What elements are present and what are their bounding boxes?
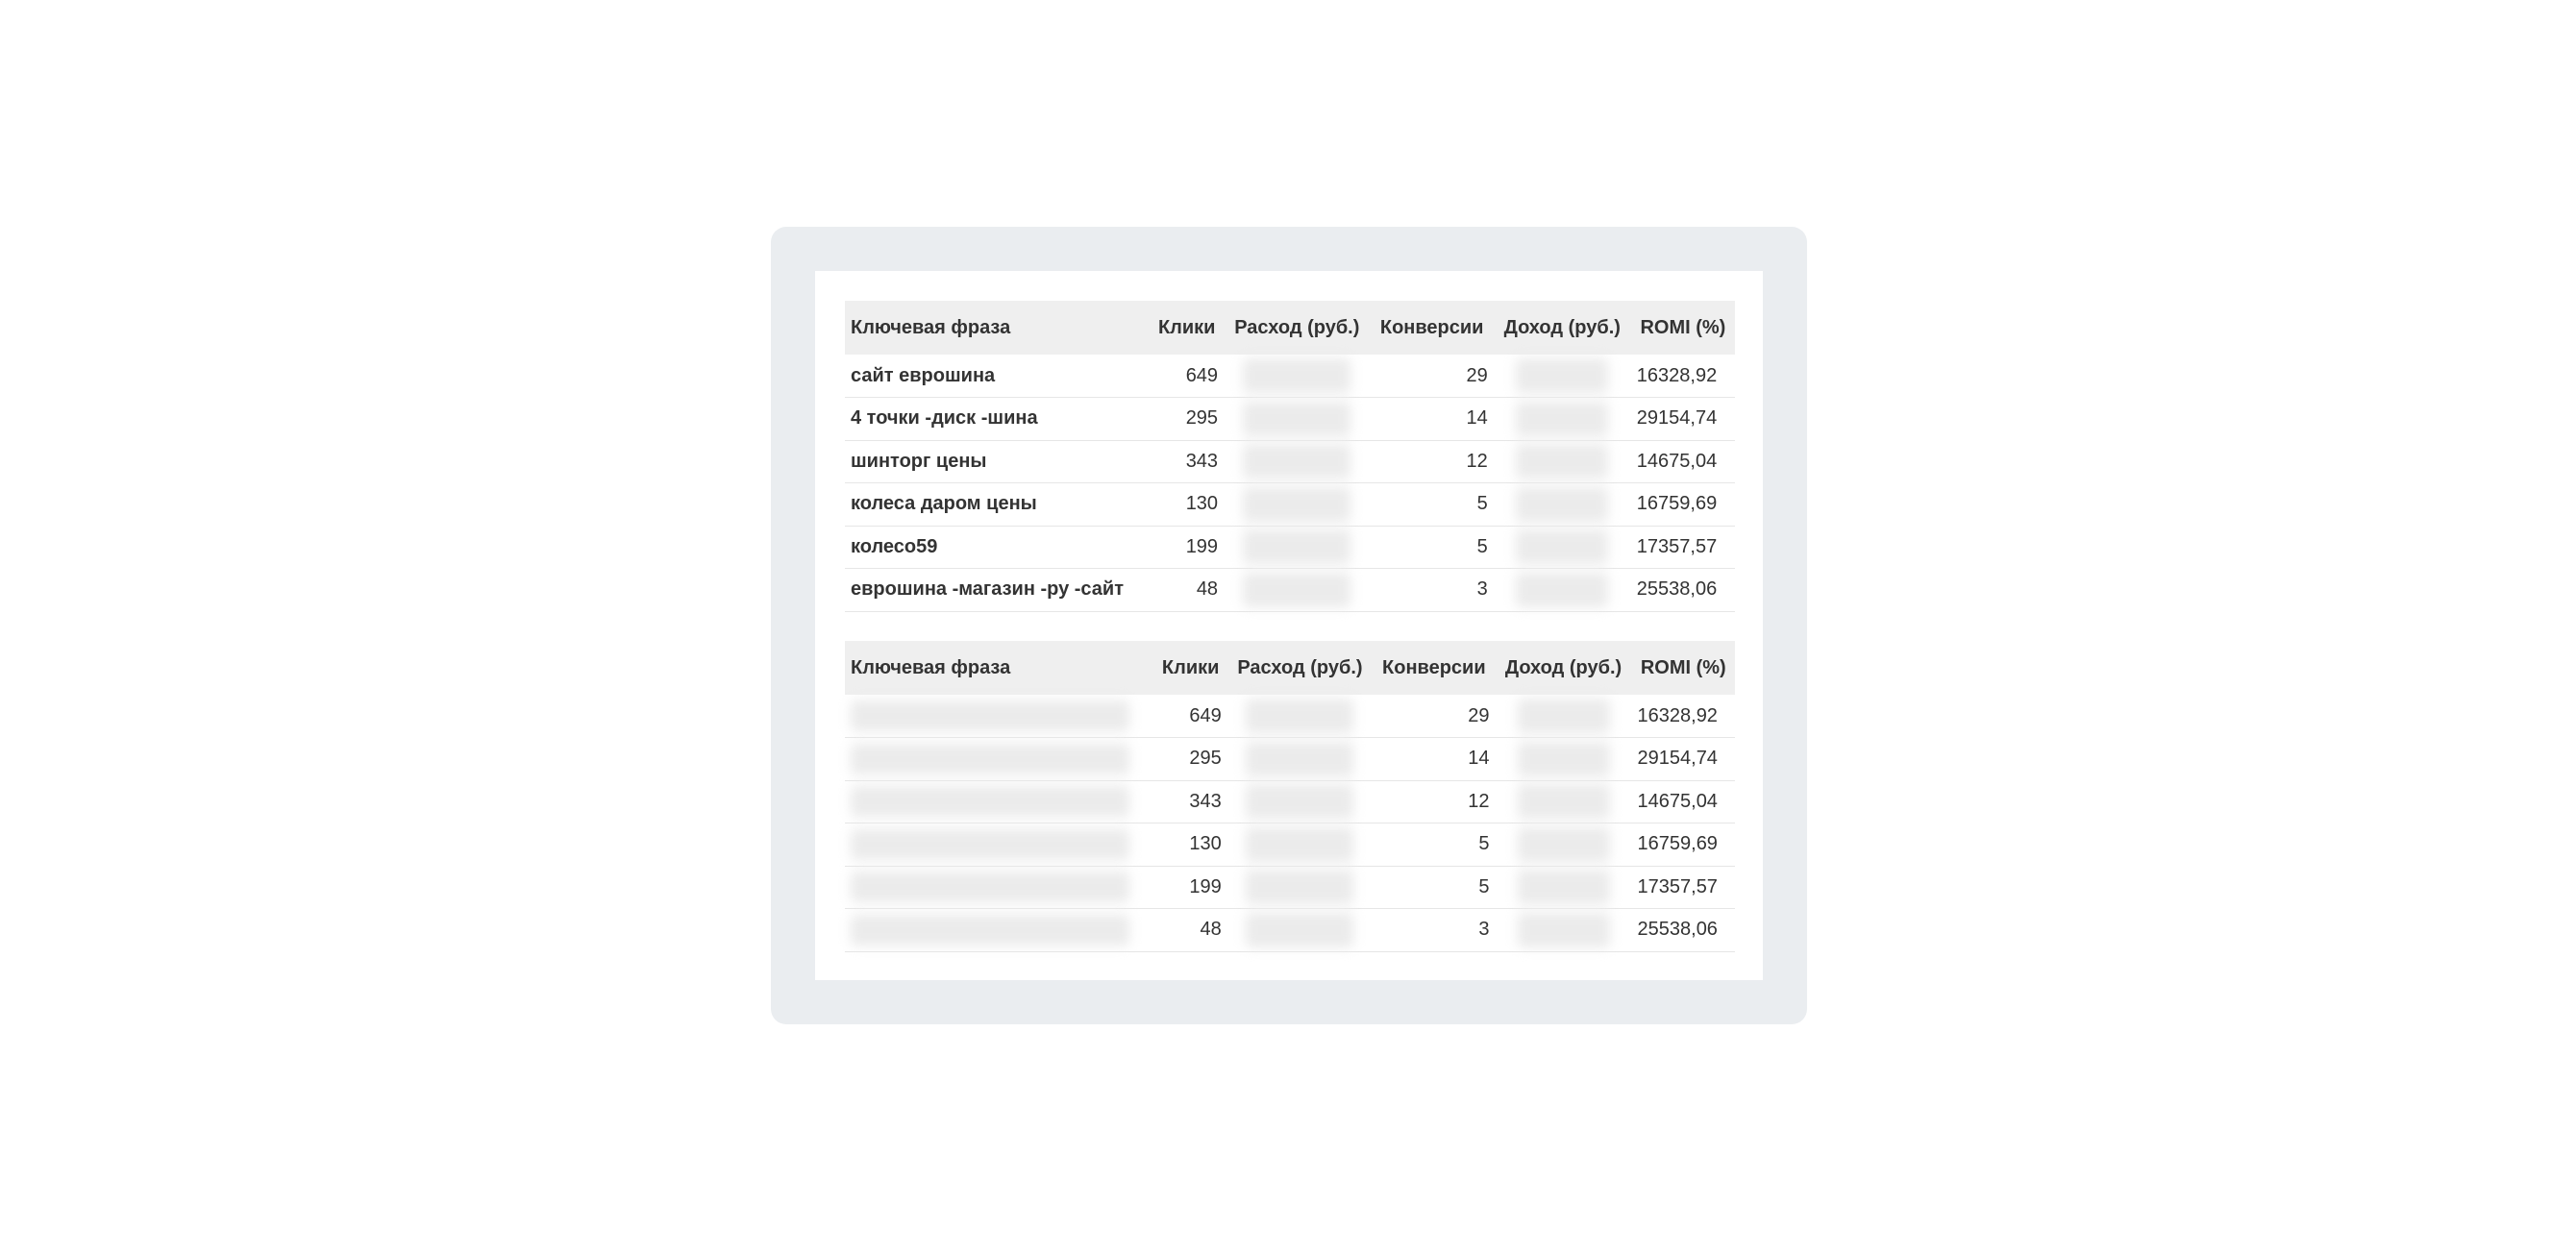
income-cell [1496,738,1632,781]
clicks-cell: 649 [1185,364,1219,386]
redacted-keyword [851,786,1129,817]
conversions-cell: 5 [1476,535,1488,557]
screenshot-frame [771,227,1807,1024]
redacted-keyword [851,700,1129,731]
keyword-cell: 4 точки -диск -шина [851,407,1038,430]
romi-cell: 16759,69 [1637,833,1718,855]
table-row [845,866,1735,909]
conversions-cell: 3 [1478,919,1490,941]
keyword-cell: шинторг цены [851,450,987,472]
redacted-cost [1246,699,1353,733]
redacted-cost [1243,487,1350,522]
clicks-cell: 295 [1189,748,1222,770]
income-cell [1494,398,1631,441]
table-row [845,569,1735,612]
cost-cell [1227,780,1373,823]
cost-cell [1224,398,1370,441]
header-cost[interactable]: Расход (руб.) [1234,316,1360,338]
header-row [845,301,1735,355]
clicks-cell: 343 [1185,450,1219,472]
redacted-cost [1246,870,1353,904]
conversions-cell: 29 [1466,364,1488,386]
header-row [845,641,1735,695]
cost-cell [1227,823,1373,867]
conversions-cell: 5 [1476,493,1488,515]
table-row [845,483,1735,527]
conversions-cell: 5 [1478,833,1490,855]
income-cell [1494,483,1631,527]
redacted-income [1516,402,1608,436]
redacted-income [1518,699,1610,733]
table-row [845,823,1735,867]
redacted-income [1518,870,1610,904]
redacted-cost [1243,529,1350,564]
header-conversions[interactable]: Конверсии [1379,316,1484,338]
romi-cell: 14675,04 [1636,450,1718,472]
table-row [845,440,1735,483]
redacted-keyword [851,744,1129,774]
redacted-keyword [851,829,1129,860]
header-income[interactable]: Доход (руб.) [1503,316,1621,338]
keyword-table-top [845,301,1735,612]
clicks-cell: 130 [1185,493,1219,515]
cost-cell [1227,695,1373,738]
redacted-cost [1243,402,1350,436]
redacted-income [1516,573,1608,607]
clicks-cell: 130 [1189,833,1222,855]
conversions-cell: 3 [1476,578,1488,601]
income-cell [1496,866,1632,909]
conversions-cell: 5 [1478,875,1490,897]
income-cell [1494,526,1631,569]
clicks-cell: 649 [1189,704,1222,726]
keyword-cell [845,823,1154,867]
cost-cell [1227,909,1373,952]
redacted-cost [1246,913,1353,947]
header-conversions[interactable]: Конверсии [1382,656,1486,678]
clicks-cell: 48 [1196,578,1219,601]
cost-cell [1224,440,1370,483]
romi-cell: 25538,06 [1637,919,1718,941]
romi-cell: 16328,92 [1637,704,1718,726]
conversions-cell: 12 [1466,450,1488,472]
cost-cell [1224,483,1370,527]
header-clicks[interactable]: Клики [1161,656,1220,678]
conversions-cell: 14 [1466,407,1488,430]
table-row [845,526,1735,569]
keyword-cell: еврошина -магазин -ру -сайт [851,578,1124,601]
romi-cell: 17357,57 [1637,875,1718,897]
romi-cell: 16759,69 [1636,493,1718,515]
income-cell [1496,780,1632,823]
conversions-cell: 12 [1468,790,1490,812]
keyword-cell: колеса даром цены [851,493,1037,515]
cost-cell [1227,738,1373,781]
redacted-cost [1246,742,1353,776]
header-cost[interactable]: Расход (руб.) [1237,656,1363,678]
keyword-table-bottom [845,641,1735,952]
income-cell [1496,695,1632,738]
redacted-cost [1243,358,1350,393]
income-cell [1496,823,1632,867]
income-cell [1494,355,1631,398]
cost-cell [1227,866,1373,909]
romi-cell: 25538,06 [1636,578,1718,601]
header-romi[interactable]: ROMI (%) [1640,316,1726,338]
keyword-cell [845,695,1154,738]
income-cell [1496,909,1632,952]
romi-cell: 29154,74 [1637,748,1718,770]
keyword-cell [845,866,1154,909]
romi-cell: 14675,04 [1637,790,1718,812]
table-row [845,355,1735,398]
romi-cell: 29154,74 [1636,407,1718,430]
table-row [845,780,1735,823]
income-cell [1494,569,1631,612]
redacted-income [1516,487,1608,522]
keyword-cell [845,780,1154,823]
clicks-cell: 199 [1189,875,1222,897]
redacted-keyword [851,915,1129,946]
romi-cell: 16328,92 [1636,364,1718,386]
redacted-cost [1246,827,1353,862]
header-keyword[interactable]: Ключевая фраза [851,656,1011,678]
clicks-cell: 295 [1185,407,1219,430]
redacted-cost [1243,573,1350,607]
header-income[interactable]: Доход (руб.) [1504,656,1622,678]
redacted-income [1516,529,1608,564]
redacted-income [1516,444,1608,479]
income-cell [1494,440,1631,483]
conversions-cell: 29 [1468,704,1490,726]
keyword-cell: сайт еврошина [851,364,996,386]
keyword-cell [845,909,1154,952]
keyword-cell: колесо59 [851,535,938,557]
keyword-cell [845,738,1154,781]
header-clicks[interactable]: Клики [1157,316,1216,338]
cost-cell [1224,355,1370,398]
redacted-income [1518,742,1610,776]
conversions-cell: 14 [1468,748,1490,770]
clicks-cell: 48 [1200,919,1222,941]
clicks-cell: 199 [1185,535,1219,557]
cost-cell [1224,526,1370,569]
table-row [845,695,1735,738]
table-row [845,738,1735,781]
table-row [845,398,1735,441]
header-keyword[interactable]: Ключевая фраза [851,316,1011,338]
romi-cell: 17357,57 [1636,535,1718,557]
redacted-income [1518,913,1610,947]
redacted-income [1518,827,1610,862]
report-card [815,271,1763,980]
redacted-income [1516,358,1608,393]
header-romi[interactable]: ROMI (%) [1640,656,1726,678]
redacted-cost [1243,444,1350,479]
cost-cell [1224,569,1370,612]
redacted-cost [1246,784,1353,819]
redacted-income [1518,784,1610,819]
table-row [845,909,1735,952]
clicks-cell: 343 [1189,790,1222,812]
redacted-keyword [851,872,1129,902]
